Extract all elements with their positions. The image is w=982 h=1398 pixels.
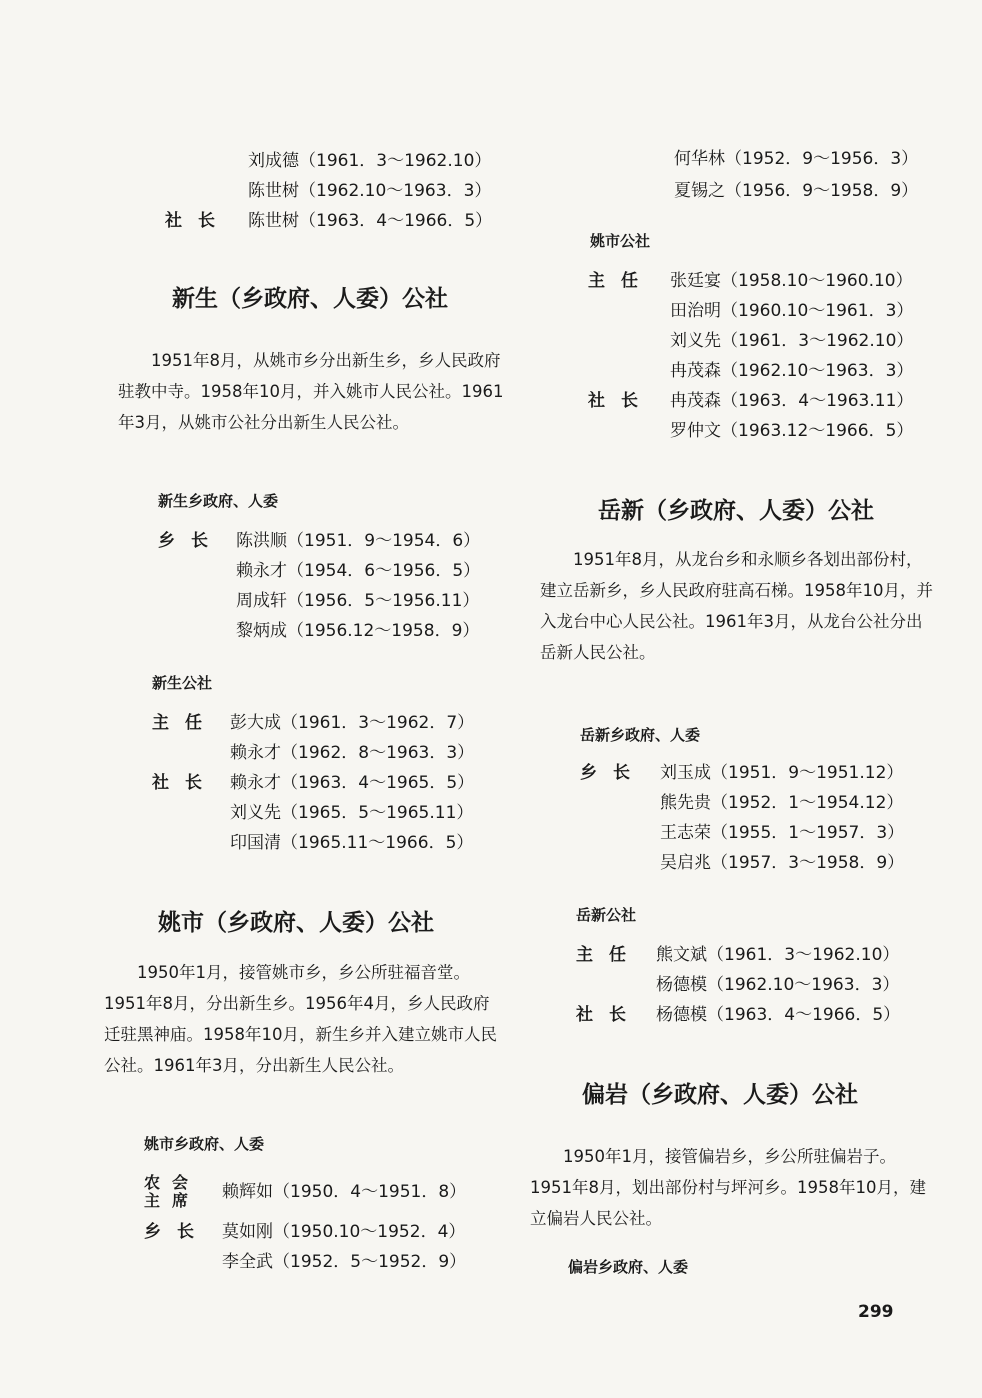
subsection-title: 姚市乡政府、人委: [144, 1135, 265, 1153]
list-item: [160, 146, 520, 176]
term-period: （1956．9～1958．9）: [725, 181, 919, 201]
term-period: （1963．4～1966．5）: [299, 211, 493, 231]
term-period: （1960.10～1961．3）: [721, 301, 914, 321]
person-name: 刘义先: [670, 331, 721, 351]
section-paragraph: 1950年1月，接管偏岩乡，乡公所驻偏岩子。1951年8月，划出部份村与坪河乡。1958年10月，建立偏岩人民公社。: [530, 1147, 926, 1228]
role-label: 农会主席: [144, 1173, 201, 1210]
person-name: 彭大成: [230, 713, 281, 733]
list-item: [144, 1247, 504, 1277]
person-name: 王志荣: [660, 823, 711, 843]
person-name: 陈世树: [248, 211, 299, 231]
term-period: （1957．3～1958．9）: [711, 853, 905, 873]
list-item: [144, 1172, 504, 1212]
list-item: [586, 144, 946, 174]
list-item: [152, 798, 512, 828]
person-name: 赖永才: [236, 561, 287, 581]
term-period: （1952．1～1954.12）: [711, 793, 904, 813]
term-period: （1961．3～1962.10）: [721, 331, 914, 351]
page-number: 299: [858, 1302, 894, 1322]
person-name: 陈世树: [248, 181, 299, 201]
person-name: 夏锡之: [674, 181, 725, 201]
role-label: 主任: [152, 713, 218, 733]
term-period: （1962.10～1963．3）: [721, 361, 914, 381]
term-period: （1962.10～1963．3）: [299, 181, 492, 201]
term-period: （1955．1～1957．3）: [711, 823, 905, 843]
role-label: 主任: [576, 945, 642, 965]
list-item: [580, 788, 940, 818]
person-name: 杨德模: [656, 1005, 707, 1025]
person-name: 冉茂森: [670, 361, 721, 381]
person-name: 赖永才: [230, 773, 281, 793]
section-title: 姚市（乡政府、人委）公社: [158, 910, 434, 936]
term-period: （1963．4～1963.11）: [721, 391, 914, 411]
person-name: 赖辉如: [222, 1182, 273, 1202]
list-item: [158, 526, 518, 556]
list-item: [160, 206, 520, 236]
person-name: 何华林: [674, 149, 725, 169]
term-period: （1961．3～1962.10）: [299, 151, 492, 171]
term-period: （1961．3～1962．7）: [281, 713, 475, 733]
person-name: 赖永才: [230, 743, 281, 763]
subsection-title: 新生公社: [152, 674, 213, 692]
role-label: 社长: [165, 211, 231, 231]
role-label: 社长: [576, 1005, 642, 1025]
section-title: 偏岩（乡政府、人委）公社: [582, 1082, 858, 1108]
list-item: [588, 296, 948, 326]
term-period: （1951．9～1951.12）: [711, 763, 904, 783]
person-name: 周成轩: [236, 591, 287, 611]
term-period: （1956．5～1956.11）: [287, 591, 480, 611]
person-name: 李全武: [222, 1252, 273, 1272]
person-name: 吴启兆: [660, 853, 711, 873]
list-item: [160, 176, 520, 206]
term-period: （1965．5～1965.11）: [281, 803, 474, 823]
term-period: （1952．9～1956．3）: [725, 149, 919, 169]
list-item: [580, 758, 940, 788]
person-name: 熊先贵: [660, 793, 711, 813]
term-period: （1961．3～1962.10）: [707, 945, 900, 965]
subsection-title: 岳新公社: [576, 906, 637, 924]
list-item: [158, 616, 518, 646]
person-name: 印国清: [230, 833, 281, 853]
person-name: 刘玉成: [660, 763, 711, 783]
term-period: （1951．9～1954．6）: [287, 531, 481, 551]
subsection-title: 偏岩乡政府、人委: [568, 1258, 689, 1276]
person-name: 冉茂森: [670, 391, 721, 411]
term-period: （1963.12～1966．5）: [721, 421, 914, 441]
person-name: 罗仲文: [670, 421, 721, 441]
subsection-title: 岳新乡政府、人委: [580, 726, 701, 744]
term-period: （1950.10～1952．4）: [273, 1222, 466, 1242]
term-period: （1954．6～1956．5）: [287, 561, 481, 581]
term-period: （1950．4～1951．8）: [273, 1182, 467, 1202]
term-period: （1963．4～1965．5）: [281, 773, 475, 793]
term-period: （1962．8～1963．3）: [281, 743, 475, 763]
person-name: 莫如刚: [222, 1222, 273, 1242]
term-period: （1958.10～1960.10）: [721, 271, 913, 291]
person-name: 杨德模: [656, 975, 707, 995]
list-item: [586, 176, 946, 206]
list-item: [588, 326, 948, 356]
person-name: 刘义先: [230, 803, 281, 823]
role-label: 主任: [588, 271, 654, 291]
section-paragraph: 1951年8月，从龙台乡和永顺乡各划出部份村，建立岳新乡，乡人民政府驻高石梯。1958年10月，并入龙台中心人民公社。1961年3月，从龙台公社分出岳新人民公社。: [540, 550, 933, 662]
list-item: [158, 586, 518, 616]
person-name: 陈洪顺: [236, 531, 287, 551]
list-item: [576, 1000, 936, 1030]
term-period: （1963．4～1966．5）: [707, 1005, 901, 1025]
list-item: [588, 356, 948, 386]
person-name: 张廷宴: [670, 271, 721, 291]
role-label: 乡长: [158, 531, 224, 551]
term-period: （1952．5～1952．9）: [273, 1252, 467, 1272]
section-title: 新生（乡政府、人委）公社: [172, 286, 448, 312]
term-period: （1956.12～1958．9）: [287, 621, 480, 641]
list-item: [588, 386, 948, 416]
list-item: [152, 828, 512, 858]
list-item: [580, 818, 940, 848]
term-period: （1965.11～1966．5）: [281, 833, 474, 853]
section-paragraph: 1950年1月，接管姚市乡，乡公所驻福音堂。1951年8月，分出新生乡。1956年4月，乡人民政府迁驻黑神庙。1958年10月，新生乡并入建立姚市人民公社。1961年3月，分出新生人民公社。: [104, 963, 497, 1075]
role-label: 社长: [152, 773, 218, 793]
person-name: 刘成德: [248, 151, 299, 171]
person-name: 黎炳成: [236, 621, 287, 641]
role-label: 社长: [588, 391, 654, 411]
list-item: [576, 970, 936, 1000]
list-item: [588, 416, 948, 446]
list-item: [144, 1217, 504, 1247]
person-name: 熊文斌: [656, 945, 707, 965]
section-title: 岳新（乡政府、人委）公社: [598, 498, 874, 524]
term-period: （1962.10～1963．3）: [707, 975, 900, 995]
list-item: [576, 940, 936, 970]
role-label: 乡长: [144, 1222, 210, 1242]
list-item: [152, 768, 512, 798]
person-name: 田治明: [670, 301, 721, 321]
role-label: 乡长: [580, 763, 646, 783]
list-item: [152, 738, 512, 768]
list-item: [580, 848, 940, 878]
list-item: [588, 266, 948, 296]
subsection-title: 姚市公社: [590, 232, 651, 250]
list-item: [158, 556, 518, 586]
section-paragraph: 1951年8月，从姚市乡分出新生乡，乡人民政府驻教中寺。1958年10月，并入姚市人民公社。1961年3月，从姚市公社分出新生人民公社。: [118, 351, 504, 432]
list-item: [152, 708, 512, 738]
subsection-title: 新生乡政府、人委: [158, 492, 279, 510]
